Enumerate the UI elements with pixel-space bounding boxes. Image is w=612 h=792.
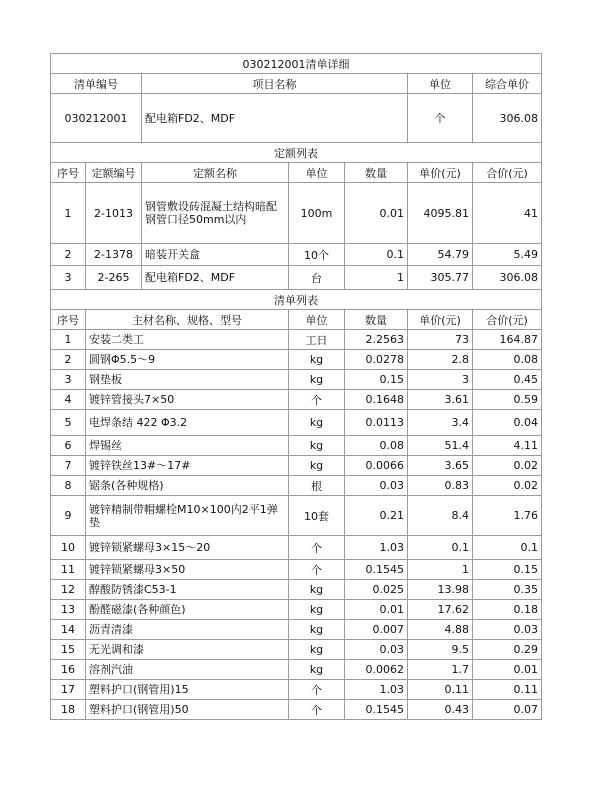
material-qty: 0.0066 <box>345 456 408 476</box>
quota-unit: 100m <box>289 183 345 244</box>
quota-seq: 2 <box>51 244 86 266</box>
material-qty: 0.0278 <box>345 350 408 370</box>
material-name: 焊锡丝 <box>86 436 289 456</box>
material-row <box>51 680 542 700</box>
material-total: 0.07 <box>473 700 542 720</box>
quota-seq: 1 <box>51 183 86 244</box>
material-total: 0.29 <box>473 640 542 660</box>
material-name: 无光调和漆 <box>86 640 289 660</box>
quota-total-header: 合价(元) <box>473 163 542 183</box>
material-unit: 个 <box>289 680 345 700</box>
material-price: 73 <box>408 330 473 350</box>
quota-name: 配电箱FD2、MDF <box>142 266 289 290</box>
material-unit-header: 单位 <box>289 310 345 330</box>
material-total: 0.02 <box>473 456 542 476</box>
material-row <box>51 580 542 600</box>
material-qty: 0.08 <box>345 436 408 456</box>
quota-seq-header: 序号 <box>51 163 86 183</box>
material-row <box>51 536 542 560</box>
material-name: 镀锌精制带帽螺栓M10×100内2平1弹垫 <box>86 496 289 536</box>
material-price: 1.7 <box>408 660 473 680</box>
quota-name: 钢管敷设砖混凝土结构暗配钢管口径50mm以内 <box>142 183 289 244</box>
material-qty: 0.21 <box>345 496 408 536</box>
material-row <box>51 560 542 580</box>
material-unit: kg <box>289 410 345 436</box>
material-name: 电焊条结 422 Φ3.2 <box>86 410 289 436</box>
bill-name: 配电箱FD2、MDF <box>142 94 408 143</box>
material-row <box>51 330 542 350</box>
material-price: 2.8 <box>408 350 473 370</box>
material-total: 164.87 <box>473 330 542 350</box>
quota-unit: 台 <box>289 266 345 290</box>
material-seq: 17 <box>51 680 86 700</box>
quota-row <box>51 244 542 266</box>
material-qty: 0.03 <box>345 640 408 660</box>
bill-price-header: 综合单价 <box>473 74 542 94</box>
material-row <box>51 456 542 476</box>
material-price: 51.4 <box>408 436 473 456</box>
material-qty: 0.007 <box>345 620 408 640</box>
material-row <box>51 410 542 436</box>
material-section-title: 清单列表 <box>51 290 542 310</box>
material-name: 钢垫板 <box>86 370 289 390</box>
material-seq: 1 <box>51 330 86 350</box>
page-title: 030212001清单详细 <box>51 54 542 74</box>
material-qty: 2.2563 <box>345 330 408 350</box>
material-price: 0.43 <box>408 700 473 720</box>
quota-unit-header: 单位 <box>289 163 345 183</box>
material-qty: 0.0113 <box>345 410 408 436</box>
material-name: 镀锌锁紧螺母3×15～20 <box>86 536 289 560</box>
material-unit: kg <box>289 456 345 476</box>
material-total: 4.11 <box>473 436 542 456</box>
material-row <box>51 390 542 410</box>
material-unit: kg <box>289 580 345 600</box>
quota-row <box>51 266 542 290</box>
material-row <box>51 620 542 640</box>
quota-qty-header: 数量 <box>345 163 408 183</box>
material-name: 镀锌铁丝13#～17# <box>86 456 289 476</box>
material-seq: 13 <box>51 600 86 620</box>
quota-code: 2-265 <box>86 266 142 290</box>
material-total-header: 合价(元) <box>473 310 542 330</box>
material-price: 0.11 <box>408 680 473 700</box>
material-row <box>51 476 542 496</box>
bill-code-header: 清单编号 <box>51 74 142 94</box>
bill-unit: 个 <box>408 94 473 143</box>
material-row <box>51 350 542 370</box>
material-name: 酚醛磁漆(各种颜色) <box>86 600 289 620</box>
material-qty: 0.025 <box>345 580 408 600</box>
quota-section-title: 定额列表 <box>51 143 542 163</box>
quota-price: 54.79 <box>408 244 473 266</box>
material-total: 0.03 <box>473 620 542 640</box>
material-price: 0.83 <box>408 476 473 496</box>
material-qty-header: 数量 <box>345 310 408 330</box>
material-total: 0.35 <box>473 580 542 600</box>
quota-unit: 10个 <box>289 244 345 266</box>
quota-price: 305.77 <box>408 266 473 290</box>
material-name: 沥青清漆 <box>86 620 289 640</box>
material-seq: 18 <box>51 700 86 720</box>
quota-seq: 3 <box>51 266 86 290</box>
material-price: 3.61 <box>408 390 473 410</box>
material-row <box>51 660 542 680</box>
material-row <box>51 496 542 536</box>
material-total: 0.45 <box>473 370 542 390</box>
material-total: 0.15 <box>473 560 542 580</box>
material-qty: 0.1545 <box>345 560 408 580</box>
material-unit: 个 <box>289 560 345 580</box>
material-qty: 0.15 <box>345 370 408 390</box>
material-name: 圆钢Φ5.5～9 <box>86 350 289 370</box>
material-qty: 0.0062 <box>345 660 408 680</box>
material-seq: 14 <box>51 620 86 640</box>
material-total: 0.01 <box>473 660 542 680</box>
material-seq: 4 <box>51 390 86 410</box>
material-unit: kg <box>289 660 345 680</box>
material-name: 醇酸防锈漆C53-1 <box>86 580 289 600</box>
material-seq: 11 <box>51 560 86 580</box>
material-total: 0.04 <box>473 410 542 436</box>
material-total: 0.18 <box>473 600 542 620</box>
material-price-header: 单价(元) <box>408 310 473 330</box>
material-qty: 1.03 <box>345 536 408 560</box>
material-price: 13.98 <box>408 580 473 600</box>
material-seq: 2 <box>51 350 86 370</box>
quota-price-header: 单价(元) <box>408 163 473 183</box>
material-row <box>51 436 542 456</box>
material-unit: 工日 <box>289 330 345 350</box>
material-unit: 个 <box>289 390 345 410</box>
quota-code-header: 定额编号 <box>86 163 142 183</box>
material-price: 3.65 <box>408 456 473 476</box>
quota-total: 5.49 <box>473 244 542 266</box>
quota-total: 41 <box>473 183 542 244</box>
material-total: 0.59 <box>473 390 542 410</box>
material-name: 镀锌管接头7×50 <box>86 390 289 410</box>
bill-detail-table <box>50 53 542 720</box>
quota-code: 2-1013 <box>86 183 142 244</box>
material-seq-header: 序号 <box>51 310 86 330</box>
material-qty: 0.03 <box>345 476 408 496</box>
material-row <box>51 370 542 390</box>
material-qty: 0.01 <box>345 600 408 620</box>
material-unit: 个 <box>289 700 345 720</box>
quota-header-row <box>51 163 542 183</box>
material-unit: kg <box>289 640 345 660</box>
quota-name-header: 定额名称 <box>142 163 289 183</box>
material-name: 塑料护口(钢管用)50 <box>86 700 289 720</box>
material-unit: kg <box>289 370 345 390</box>
material-unit: kg <box>289 350 345 370</box>
material-row <box>51 600 542 620</box>
material-seq: 3 <box>51 370 86 390</box>
material-price: 9.5 <box>408 640 473 660</box>
material-seq: 16 <box>51 660 86 680</box>
material-total: 0.02 <box>473 476 542 496</box>
material-total: 0.08 <box>473 350 542 370</box>
material-qty: 0.1648 <box>345 390 408 410</box>
material-header-row <box>51 310 542 330</box>
quota-qty: 1 <box>345 266 408 290</box>
material-name: 塑料护口(钢管用)15 <box>86 680 289 700</box>
bill-unit-header: 单位 <box>408 74 473 94</box>
material-seq: 9 <box>51 496 86 536</box>
quota-qty: 0.01 <box>345 183 408 244</box>
material-price: 1 <box>408 560 473 580</box>
material-name-header: 主材名称、规格、型号 <box>86 310 289 330</box>
quota-qty: 0.1 <box>345 244 408 266</box>
material-name: 安装二类工 <box>86 330 289 350</box>
quota-total: 306.08 <box>473 266 542 290</box>
material-price: 17.62 <box>408 600 473 620</box>
material-seq: 6 <box>51 436 86 456</box>
material-price: 8.4 <box>408 496 473 536</box>
material-total: 0.1 <box>473 536 542 560</box>
material-seq: 12 <box>51 580 86 600</box>
material-price: 3.4 <box>408 410 473 436</box>
material-unit: kg <box>289 436 345 456</box>
bill-name-header: 项目名称 <box>142 74 408 94</box>
material-unit: kg <box>289 600 345 620</box>
quota-name: 暗装开关盒 <box>142 244 289 266</box>
material-unit: kg <box>289 620 345 640</box>
bill-price: 306.08 <box>473 94 542 143</box>
material-seq: 10 <box>51 536 86 560</box>
material-unit: 根 <box>289 476 345 496</box>
material-seq: 8 <box>51 476 86 496</box>
material-price: 4.88 <box>408 620 473 640</box>
quota-code: 2-1378 <box>86 244 142 266</box>
material-qty: 0.1545 <box>345 700 408 720</box>
material-unit: 个 <box>289 536 345 560</box>
material-seq: 15 <box>51 640 86 660</box>
material-name: 溶剂汽油 <box>86 660 289 680</box>
material-total: 1.76 <box>473 496 542 536</box>
quota-row <box>51 183 542 244</box>
material-name: 锯条(各种规格) <box>86 476 289 496</box>
material-name: 镀锌锁紧螺母3×50 <box>86 560 289 580</box>
material-row <box>51 640 542 660</box>
material-qty: 1.03 <box>345 680 408 700</box>
bill-code: 030212001 <box>51 94 142 143</box>
material-row <box>51 700 542 720</box>
material-price: 3 <box>408 370 473 390</box>
quota-price: 4095.81 <box>408 183 473 244</box>
material-seq: 7 <box>51 456 86 476</box>
material-seq: 5 <box>51 410 86 436</box>
material-unit: 10套 <box>289 496 345 536</box>
material-total: 0.11 <box>473 680 542 700</box>
material-price: 0.1 <box>408 536 473 560</box>
